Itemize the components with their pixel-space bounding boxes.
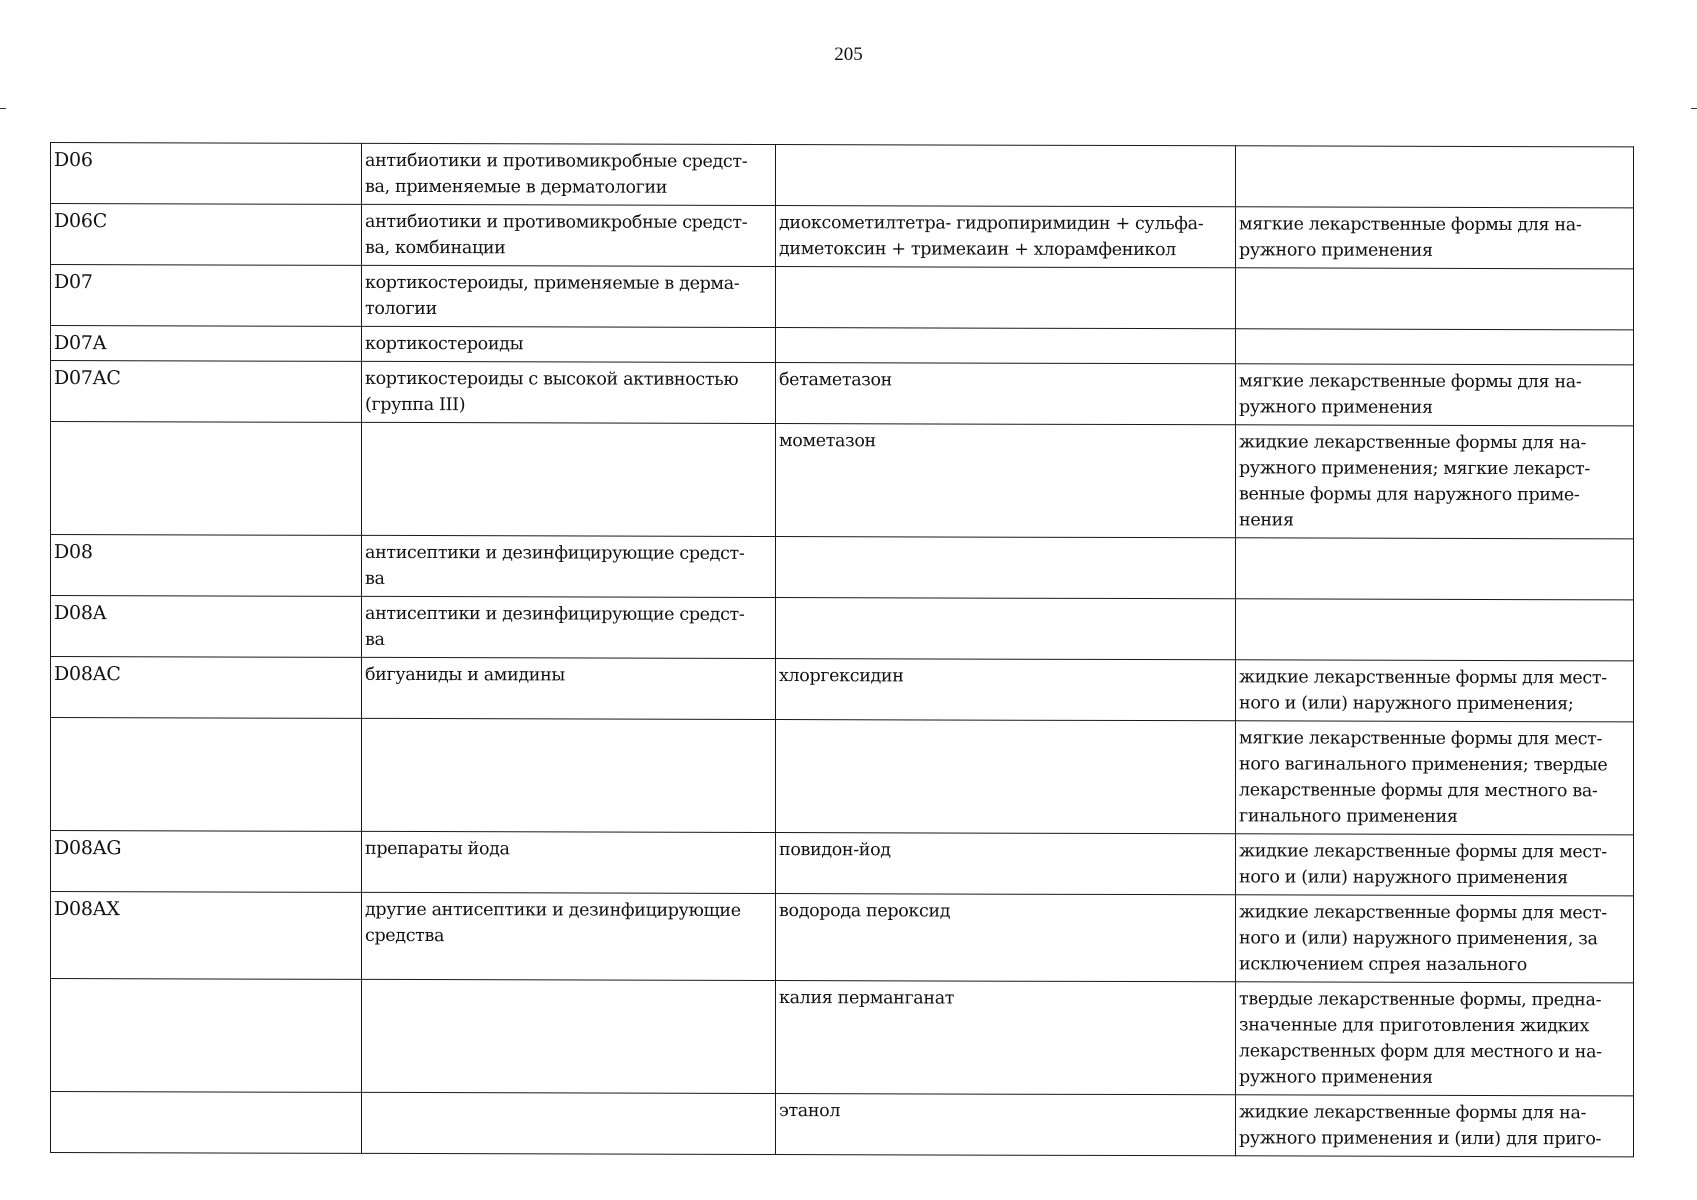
atc-code-cell: [51, 422, 362, 536]
table-row: [51, 718, 1634, 835]
atc-code-cell: D08AG: [51, 831, 362, 893]
dosage-form-cell: жидкие лекарственные формы для на- ружного применения и (или) для приго-: [1236, 1095, 1634, 1157]
group-cell: препараты йода: [362, 831, 776, 893]
dosage-form-cell: [1236, 146, 1634, 208]
dosage-form-cell: мягкие лекарственные формы для мест- ного вагинального применения; твердые лекарственные формы для местного ва- гинального применения: [1236, 721, 1634, 835]
atc-code-cell: D06C: [51, 204, 362, 266]
drug-cell: этанол: [776, 1094, 1236, 1156]
table-row: [51, 265, 1634, 330]
drug-cell: калия перманганат: [776, 981, 1236, 1095]
dosage-form-cell: твердые лекарственные формы, предна- значенные для приготовления жидких лекарственных форм для местного и на- ружного применения: [1236, 982, 1634, 1096]
table-row: [51, 892, 1634, 983]
drug-cell: водорода пероксид: [776, 894, 1236, 982]
atc-code-cell: [51, 718, 362, 832]
dosage-form-cell: мягкие лекарственные формы для на- ружного применения: [1236, 364, 1634, 426]
dosage-form-cell: жидкие лекарственные формы для мест- ного и (или) наружного применения: [1236, 834, 1634, 896]
dosage-form-cell: жидкие лекарственные формы для мест- ного и (или) наружного применения;: [1236, 660, 1634, 722]
group-cell: [362, 718, 776, 832]
dosage-form-cell: [1236, 268, 1634, 330]
drug-cell: хлоргексидин: [776, 659, 1236, 721]
dosage-form-cell: [1236, 538, 1634, 600]
table-row: [51, 831, 1634, 896]
dosage-form-cell: мягкие лекарственные формы для на- ружного применения: [1236, 207, 1634, 269]
table-row: [51, 979, 1634, 1096]
page-number: 205: [834, 44, 863, 65]
dosage-form-cell: жидкие лекарственные формы для на- ружного применения; мягкие лекарст- венные формы для наружного приме- нения: [1236, 425, 1634, 539]
dosage-form-cell: [1236, 329, 1634, 365]
drug-cell: повидон-йод: [776, 833, 1236, 895]
group-cell: кортикостероиды: [362, 326, 776, 362]
atc-code-cell: [51, 979, 362, 1093]
table-row: [51, 361, 1634, 426]
group-cell: бигуаниды и амидины: [362, 657, 776, 719]
atc-code-cell: D08: [51, 535, 362, 597]
table-row: [51, 535, 1634, 600]
group-cell: [362, 1092, 776, 1154]
group-cell: антибиотики и противомикробные средст- ва, комбинации: [362, 204, 776, 266]
drug-cell: [776, 328, 1236, 364]
table-row: [51, 326, 1634, 365]
medication-table: [50, 142, 1634, 1157]
drug-cell: [776, 537, 1236, 599]
drug-cell: [776, 267, 1236, 329]
left-edge-mark: [0, 108, 6, 109]
atc-code-cell: [51, 1092, 362, 1154]
table-row: [51, 657, 1634, 722]
table-row: [51, 1092, 1634, 1157]
table-row: [51, 596, 1634, 661]
group-cell: кортикостероиды с высокой активностью (группа III): [362, 361, 776, 423]
group-cell: другие антисептики и дезинфицирующие средства: [362, 892, 776, 980]
table-row: [51, 143, 1634, 208]
dosage-form-cell: [1236, 599, 1634, 661]
drug-cell: диоксометилтетра- гидропиримидин + сульфа- диметоксин + тримекаин + хлорамфеникол: [776, 206, 1236, 268]
table-row: [51, 422, 1634, 539]
dosage-form-cell: жидкие лекарственные формы для мест- ного и (или) наружного применения, за исключением спрея назального: [1236, 895, 1634, 983]
right-edge-mark: [1691, 108, 1697, 109]
atc-code-cell: D08AC: [51, 657, 362, 719]
group-cell: кортикостероиды, применяемые в дерма- тологии: [362, 265, 776, 327]
group-cell: [362, 979, 776, 1093]
group-cell: антисептики и дезинфицирующие средст- ва: [362, 535, 776, 597]
atc-code-cell: D08A: [51, 596, 362, 658]
atc-code-cell: D08AX: [51, 892, 362, 980]
atc-code-cell: D07: [51, 265, 362, 327]
drug-cell: [776, 598, 1236, 660]
atc-code-cell: D07AC: [51, 361, 362, 423]
group-cell: [362, 422, 776, 536]
table-row: [51, 204, 1634, 269]
drug-cell: [776, 145, 1236, 207]
drug-cell: бетаметазон: [776, 363, 1236, 425]
atc-code-cell: D06: [51, 143, 362, 205]
drug-cell: мометазон: [776, 424, 1236, 538]
atc-code-cell: D07A: [51, 326, 362, 362]
group-cell: антибиотики и противомикробные средст- ва, применяемые в дерматологии: [362, 143, 776, 205]
drug-cell: [776, 720, 1236, 834]
group-cell: антисептики и дезинфицирующие средст- ва: [362, 596, 776, 658]
